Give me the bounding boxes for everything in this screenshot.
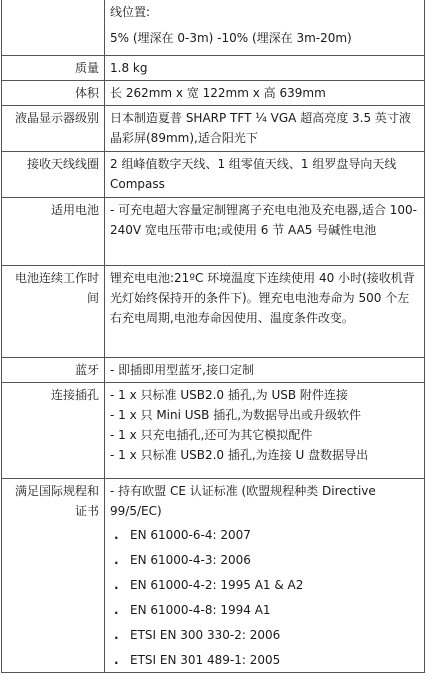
value-line: - 即插即用型蓝牙,接口定制 — [110, 362, 254, 377]
table-row — [2, 478, 425, 672]
table-row — [2, 80, 425, 105]
row-value — [105, 265, 425, 357]
row-value — [105, 197, 425, 265]
table-row — [2, 265, 425, 357]
bullet-icon: . — [114, 552, 119, 567]
standard-text: EN 61000-4-8: 1994 A1 — [130, 602, 271, 617]
table-row — [2, 105, 425, 151]
value-text: - 可充电超大容量定制锂离子充电电池及充电器,适合 100-240V 宽电压带市电;或使用 6 节 AA5 号碱性电池 — [110, 202, 418, 237]
bullet-icon: . — [114, 652, 119, 667]
table-row — [2, 151, 425, 197]
port-item: - 1 x 只标准 USB2.0 插孔,为连接 U 盘数据导出 — [110, 447, 369, 462]
row-label: 接收天线线圈 — [2, 151, 105, 197]
table-row — [2, 357, 425, 382]
row-value — [105, 382, 425, 478]
standard-item — [110, 650, 419, 670]
row-label: 蓝牙 — [2, 357, 105, 382]
standard-item — [110, 625, 419, 645]
row-value — [105, 105, 425, 151]
value-line: 线位置: — [110, 5, 151, 19]
standard-text: ETSI EN 301 489-1: 2005 — [130, 652, 281, 667]
value-text: 日本制造夏普 SHARP TFT ¼ VGA 超高亮度 3.5 英寸液晶彩屏(89mm),适合阳光下 — [110, 110, 411, 145]
standard-text: EN 61000-4-3: 2006 — [130, 552, 251, 567]
table-row — [2, 197, 425, 265]
bullet-icon: . — [114, 602, 119, 617]
standards-list — [110, 525, 419, 670]
row-label: 电池连续工作时间 — [2, 265, 105, 357]
row-value — [105, 0, 425, 55]
table-row — [2, 55, 425, 80]
port-item: - 1 x 只标准 USB2.0 插孔,为 USB 附件连接 — [110, 387, 348, 402]
row-value — [105, 478, 425, 672]
table-row — [2, 0, 425, 55]
standard-item — [110, 575, 419, 595]
certification-intro: - 持有欧盟 CE 认证标准 (欧盟规程种类 Directive 99/5/EC) — [110, 483, 376, 518]
standard-item — [110, 550, 419, 570]
table-row — [2, 382, 425, 478]
standard-text: EN 61000-4-2: 1995 A1 & A2 — [130, 577, 304, 592]
standard-item — [110, 525, 419, 545]
port-item: - 1 x 只充电插孔,还可为其它模拟配件 — [110, 427, 313, 442]
row-label: 连接插孔 — [2, 382, 105, 478]
row-label — [2, 0, 105, 55]
bullet-icon: . — [114, 577, 119, 592]
value-line: 长 262mm x 宽 122mm x 高 639mm — [110, 85, 326, 100]
value-text: 2 组峰值数字天线、1 组零值天线、1 组罗盘导向天线 Compass — [110, 156, 397, 191]
spec-table — [1, 0, 425, 673]
row-label: 适用电池 — [2, 197, 105, 265]
row-value — [105, 357, 425, 382]
value-line: 5% (埋深在 0-3m) -10% (埋深在 3m-20m) — [110, 31, 352, 45]
standard-item — [110, 600, 419, 620]
row-value — [105, 151, 425, 197]
bullet-icon: . — [114, 527, 119, 542]
standard-text: EN 61000-6-4: 2007 — [130, 527, 251, 542]
value-line: 1.8 kg — [110, 60, 148, 75]
row-label: 质量 — [2, 55, 105, 80]
row-label: 满足国际规程和证书 — [2, 478, 105, 672]
standard-text: ETSI EN 300 330-2: 2006 — [130, 627, 281, 642]
row-value — [105, 80, 425, 105]
row-label: 液晶显示器级别 — [2, 105, 105, 151]
bullet-icon: . — [114, 627, 119, 642]
value-text: 锂充电电池:21ºC 环境温度下连续使用 40 小时(接收机背光灯始终保持开的条件下)。锂充电电池寿命为 500 个左右充电周期,电池寿命因使用、温度条件改变。 — [110, 270, 415, 325]
row-value — [105, 55, 425, 80]
row-label: 体积 — [2, 80, 105, 105]
port-item: - 1 x 只 Mini USB 插孔,为数据导出或升级软件 — [110, 407, 362, 422]
